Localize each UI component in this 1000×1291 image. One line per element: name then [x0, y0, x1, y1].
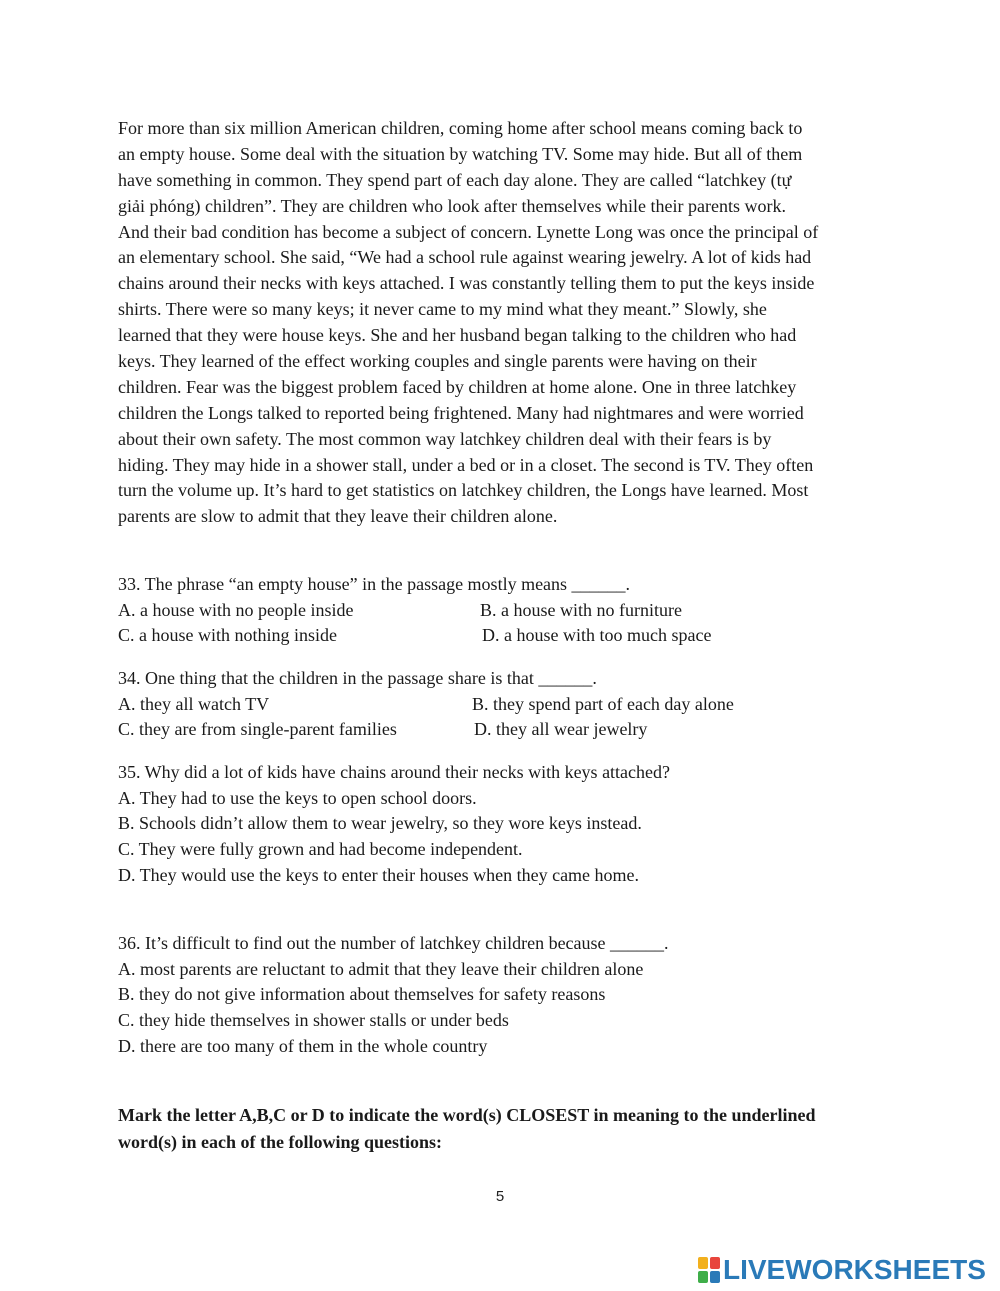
- passage-line: children. Fear was the biggest problem faced by children at home alone. One in three latchkey: [118, 376, 797, 397]
- option-row: [118, 598, 898, 624]
- passage-line: children the Longs talked to reported being frightened. Many had nightmares and were worried: [118, 402, 804, 423]
- option-a[interactable]: A. they all watch TV: [118, 693, 270, 714]
- option-a[interactable]: A. They had to use the keys to open school doors.: [118, 787, 477, 808]
- option-b[interactable]: B. they spend part of each day alone: [472, 693, 734, 714]
- page-number: 5: [495, 1188, 505, 1205]
- passage-line: giải phóng) children”. They are children who look after themselves while their parents work.: [118, 195, 786, 216]
- passage-line: parents are slow to admit that they leave their children alone.: [118, 506, 558, 527]
- passage-line: And their bad condition has become a subject of concern. Lynette Long was once the principal of: [118, 221, 819, 242]
- option-row: [118, 717, 898, 743]
- option-c[interactable]: C. they hide themselves in shower stalls or under beds: [118, 1010, 509, 1031]
- reading-passage: [118, 116, 888, 530]
- option-d[interactable]: D. they all wear jewelry: [474, 719, 648, 740]
- passage-line: an empty house. Some deal with the situation by watching TV. Some may hide. But all of them: [118, 143, 803, 164]
- passage-line: an elementary school. She said, “We had a school rule against wearing jewelry. A lot of kids had: [118, 247, 812, 268]
- option-b[interactable]: B. they do not give information about themselves for safety reasons: [118, 984, 606, 1005]
- passage-line: For more than six million American children, coming home after school means coming back to: [118, 118, 803, 138]
- passage-line: chains around their necks with keys attached. I was constantly telling them to put the keys inside: [118, 273, 815, 294]
- question-stem: 36. It’s difficult to find out the number of latchkey children because ______.: [118, 933, 669, 953]
- liveworksheets-logo: [698, 1253, 986, 1287]
- option-row: [118, 692, 898, 718]
- instruction-line: Mark the letter A,B,C or D to indicate the word(s) CLOSEST in meaning to the underlined: [118, 1105, 816, 1125]
- option-b[interactable]: B. Schools didn’t allow them to wear jewelry, so they wore keys instead.: [118, 813, 642, 834]
- instruction-line: word(s) in each of the following questions:: [118, 1132, 443, 1152]
- option-d[interactable]: D. They would use the keys to enter their houses when they came home.: [118, 864, 640, 885]
- passage-line: have something in common. They spend part of each day alone. They are called “latchkey (tự: [118, 169, 792, 190]
- passage-line: keys. They learned of the effect working couples and single parents were having on their: [118, 351, 757, 372]
- option-a[interactable]: A. most parents are reluctant to admit that they leave their children alone: [118, 958, 644, 979]
- passage-line: shirts. There were so many keys; it never came to my mind what they meant.” Slowly, she: [118, 299, 767, 320]
- question-stem: 34. One thing that the children in the passage share is that ______.: [118, 668, 597, 688]
- passage-line: turn the volume up. It’s hard to get statistics on latchkey children, the Longs have learned. Most: [118, 480, 809, 501]
- section-instruction: [118, 1102, 898, 1156]
- question-34: [118, 666, 898, 743]
- question-36: [118, 931, 898, 1059]
- option-c[interactable]: C. They were fully grown and had become independent.: [118, 839, 523, 860]
- question-stem: 35. Why did a lot of kids have chains around their necks with keys attached?: [118, 762, 671, 782]
- passage-line: hiding. They may hide in a shower stall, under a bed or in a closet. The second is TV. They often: [118, 454, 814, 475]
- option-d[interactable]: D. there are too many of them in the whole country: [118, 1035, 488, 1056]
- option-row: [118, 623, 898, 649]
- liveworksheets-logo-icon: [698, 1257, 720, 1283]
- question-33: [118, 572, 898, 649]
- passage-line: about their own safety. The most common way latchkey children deal with their fears is by: [118, 428, 772, 449]
- brand-name: LIVEWORKSHEETS: [723, 1254, 986, 1285]
- question-stem: 33. The phrase “an empty house” in the passage mostly means ______.: [118, 574, 631, 594]
- question-35: [118, 760, 898, 888]
- option-b[interactable]: B. a house with no furniture: [480, 599, 682, 620]
- option-c[interactable]: C. they are from single-parent families: [118, 719, 397, 740]
- option-c[interactable]: C. a house with nothing inside: [118, 625, 337, 646]
- option-d[interactable]: D. a house with too much space: [482, 625, 712, 646]
- passage-line: learned that they were house keys. She and her husband began talking to the children who had: [118, 325, 797, 346]
- option-a[interactable]: A. a house with no people inside: [118, 599, 354, 620]
